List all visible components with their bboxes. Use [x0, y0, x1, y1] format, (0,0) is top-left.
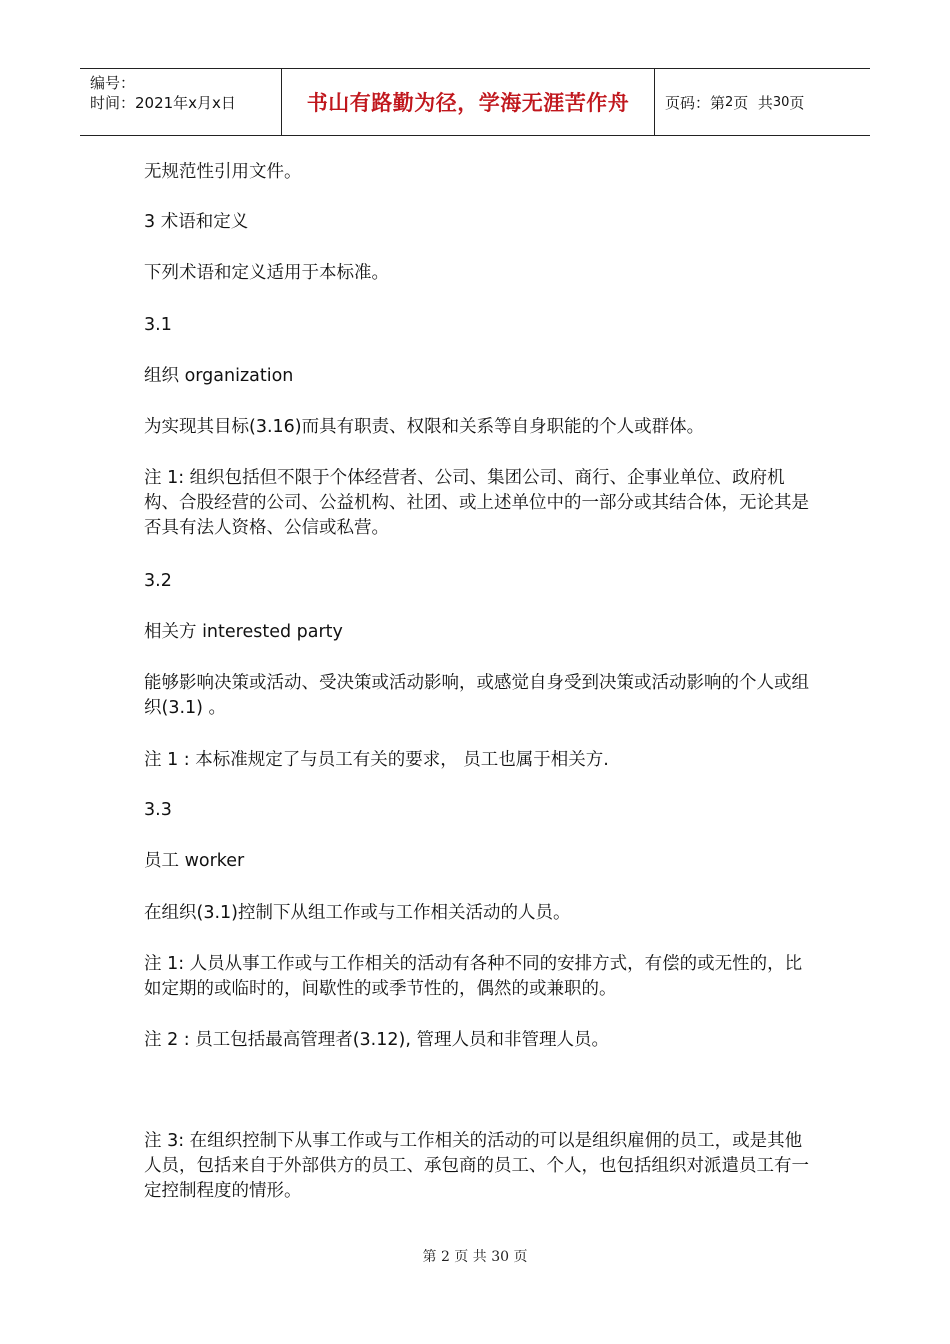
- page-footer: 第 2 页 共 30 页: [422, 1249, 528, 1265]
- header-table: [80, 68, 870, 136]
- page-total: 30: [772, 94, 790, 110]
- term-number: 3.3: [144, 800, 172, 820]
- header-page-info: [655, 69, 870, 135]
- header-left-cell: [80, 69, 282, 135]
- paragraph: 下列术语和定义适用于本标准。: [144, 263, 389, 283]
- page-number: 2: [725, 94, 734, 110]
- term-definition: 在组织(3.1)控制下从组工作或与工作相关活动的人员。: [144, 903, 571, 923]
- term-note: 注 1: 组织包括但不限于个体经营者、公司、集团公司、商行、企事业单位、政府机构、合股经营的公司、公益机构、社团、或上述单位中的一部分或其结合体，无论其是否具有法人资格、公信或私营。: [144, 468, 809, 538]
- page-mid: 页 共: [733, 93, 773, 112]
- document-date: 时间：2021年x月x日: [90, 94, 236, 112]
- term-number: 3.2: [144, 571, 172, 591]
- document-number-label: 编号：: [90, 74, 136, 92]
- term-note: 注 3: 在组织控制下从事工作或与工作相关的活动的可以是组织雇佣的员工，或是其他人员，包括来自于外部供方的员工、承包商的员工、个人，也包括组织对派遣员工有一定控制程度的情形。: [144, 1131, 809, 1201]
- term-note: 注 2 : 员工包括最高管理者(3.12), 管理人员和非管理人员。: [144, 1030, 609, 1050]
- term-title: 员工 worker: [144, 851, 245, 871]
- term-title: 相关方 interested party: [144, 622, 343, 642]
- term-note: 注 1: 人员从事工作或与工作相关的活动有各种不同的安排方式，有偿的或无性的，比如定期的或临时的，间歇性的或季节性的，偶然的或兼职的。: [144, 954, 803, 999]
- term-definition: 为实现其目标(3.16)而具有职责、权限和关系等自身职能的个人或群体。: [144, 417, 705, 437]
- term-note: 注 1 : 本标准规定了与员工有关的要求， 员工也属于相关方.: [144, 750, 609, 770]
- term-definition: 能够影响决策或活动、受决策或活动影响，或感觉自身受到决策或活动影响的个人或组织(3.1) 。: [144, 673, 809, 718]
- term-title: 组织 organization: [144, 366, 294, 386]
- term-number: 3.1: [144, 315, 172, 335]
- paragraph: 无规范性引用文件。: [144, 162, 302, 182]
- section-heading: 3 术语和定义: [144, 212, 249, 232]
- page-prefix: 页码：第: [665, 93, 726, 112]
- page-suffix: 页: [789, 93, 805, 112]
- header-motto: 书山有路勤为径，学海无涯苦作舟: [282, 69, 655, 135]
